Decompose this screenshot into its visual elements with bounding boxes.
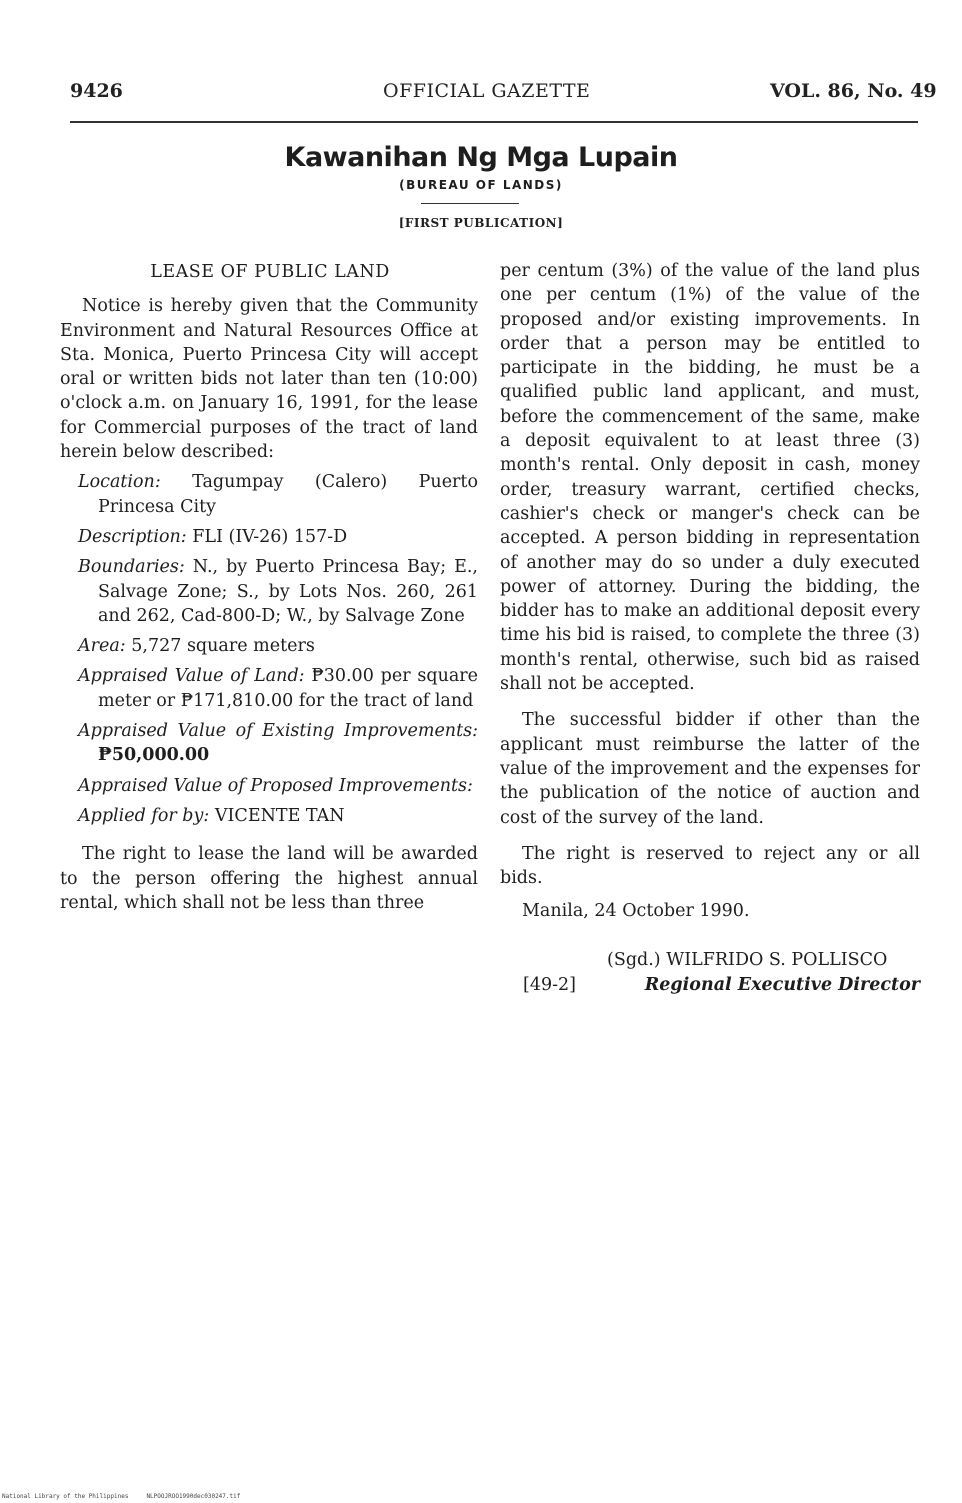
- field-label: Boundaries:: [78, 557, 185, 578]
- field-proposed-improvements: [60, 774, 478, 798]
- field-label: Appraised Value of Proposed Improvements:: [78, 775, 473, 796]
- dateline: Manila, 24 October 1990.: [522, 901, 750, 922]
- field-value: FLI (IV-26) 157-D: [192, 526, 348, 547]
- left-column: [60, 260, 478, 915]
- bureau-name: Kawanihan Ng Mga Lupain: [284, 142, 678, 173]
- field-label: Location:: [78, 472, 161, 493]
- field-description: [60, 525, 478, 549]
- signatory-title: Regional Executive Director: [644, 974, 920, 995]
- field-area: [60, 634, 478, 658]
- signature-line: [607, 948, 887, 972]
- field-label: Applied for by:: [78, 805, 210, 826]
- volume-number: VOL. 86, No. 49: [770, 80, 937, 102]
- header-rule: [70, 121, 918, 123]
- field-value: ₱50,000.00: [98, 745, 210, 766]
- library-credit: National Library of the Philippines: [2, 1493, 129, 1500]
- field-existing-improvements: [60, 719, 478, 768]
- section-rule: [421, 203, 519, 204]
- field-value: Tagumpay (Calero) Puerto Princesa City: [98, 472, 478, 517]
- award-paragraph-continued: per centum (3%) of the value of the land plus one per centum (1%) of the value of the proposed and/or existing improvements. In order that a person may be entitled to participate in the bidding, he must be a qualified public land applicant, and must, before the commencement of the same, make a deposit equivalent to at least three (3) month's rental. Only deposit in cash, money order, treasury warrant, certified checks, cashier's check or manger's check can be accepted. A person bidding in representation of another may do so under a duly executed power of attorney. During the bidding, the bidder has to make an additional deposit every time his bid is raised, to complete the three (3) month's rental, otherwise, such bid as raised shall not be accepted.: [500, 261, 920, 695]
- field-value: 5,727 square meters: [131, 636, 315, 657]
- field-value: VICENTE TAN: [214, 805, 345, 826]
- right-column: [500, 259, 920, 996]
- field-boundaries: [60, 555, 478, 628]
- page-number: 9426: [70, 80, 123, 102]
- field-applicant: [60, 804, 478, 828]
- field-location: [60, 470, 478, 519]
- signed-mark: (Sgd.): [607, 949, 661, 970]
- field-label: Description:: [78, 526, 187, 547]
- field-label: Appraised Value of Land:: [78, 666, 305, 687]
- award-paragraph-start: The right to lease the land will be awarded to the person offering the highest annual rental, which shall not be less than three: [60, 844, 478, 913]
- scan-footer: [2, 1493, 258, 1500]
- publication-title: OFFICIAL GAZETTE: [383, 80, 591, 102]
- publication-label: [FIRST PUBLICATION]: [398, 216, 564, 230]
- reimburse-paragraph: The successful bidder if other than the applicant must reimburse the latter of the value of the improvement and the expenses for the publication of the notice of auction and cost of the survey of the land.: [500, 710, 920, 828]
- reserve-paragraph: The right is reserved to reject any or all bids.: [500, 843, 920, 889]
- field-land-value: [60, 664, 478, 713]
- page-header: [0, 80, 962, 104]
- reference-code: [49-2]: [523, 974, 576, 995]
- field-label: Appraised Value of Existing Improvements:: [78, 721, 478, 742]
- field-label: Area:: [78, 636, 126, 657]
- field-value: ₱30.00 per square meter or ₱171,810.00 for the tract of land: [98, 666, 478, 711]
- notice-title: LEASE OF PUBLIC LAND: [150, 262, 390, 282]
- intro-paragraph: Notice is hereby given that the Community Environment and Natural Resources Office at Sta. Monica, Puerto Princesa City will accept oral or written bids not later than ten (10:00) o'clock a.m. on January 16, 1991, for the lease for Commercial purposes of the tract of land herein below described:: [60, 296, 478, 463]
- bureau-english: (BUREAU OF LANDS): [399, 178, 563, 192]
- file-name: NLPOOJROO1990dec030247.tif: [146, 1493, 241, 1500]
- field-value: N., by Puerto Princesa Bay; E., Salvage Zone; S., by Lots Nos. 260, 261 and 262, Cad-800-D; W., by Salvage Zone: [98, 557, 478, 626]
- signatory-name: WILFRIDO S. POLLISCO: [666, 949, 888, 970]
- signature-block: [500, 948, 920, 996]
